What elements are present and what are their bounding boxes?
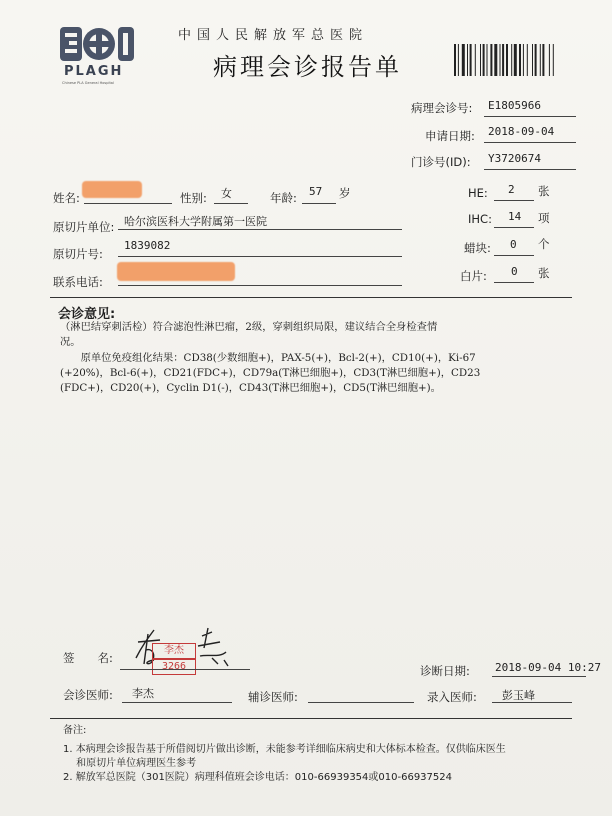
orig-no-value: 1839082 — [124, 239, 171, 252]
doctor-value: 李杰 — [132, 687, 154, 700]
opinion-line: (FDC+)，CD20(+)，Cyclin D1(-)，CD43(T淋巴细胞+)，CD5(T淋巴细胞+)。 — [60, 382, 441, 394]
redacted-name — [82, 181, 142, 198]
he-label: HE: — [468, 186, 488, 200]
apply-date-value: 2018-09-04 — [488, 125, 555, 138]
doctor-label: 会诊医师: — [63, 688, 113, 702]
wax-unit: 个 — [538, 237, 550, 251]
consult-no-value: E1805966 — [488, 99, 541, 112]
gender-label: 性别: — [180, 191, 207, 205]
diag-date-value: 2018-09-04 10:27 — [495, 661, 601, 674]
clinic-id-value: Y3720674 — [488, 152, 541, 165]
logo-name: PLAGH — [64, 64, 124, 79]
diag-date-label: 诊断日期: — [420, 664, 470, 678]
ihc-unit: 项 — [538, 211, 550, 225]
logo-subtitle: Chinese PLA General Hospital — [62, 81, 114, 85]
sign-label: 签 名: — [63, 651, 113, 665]
opinion-line: (+20%)，Bcl-6(+)，CD21(FDC+)，CD79a(T淋巴细胞+)，CD3(T淋巴细胞+)，CD23 — [60, 367, 481, 379]
note-line: 和原切片单位病理医生参考 — [63, 758, 197, 769]
blank-unit: 张 — [538, 266, 550, 280]
recorder-label: 录入医师: — [427, 690, 477, 704]
stamp-name: 李杰 — [152, 643, 196, 659]
page-title: 病理会诊报告单 — [213, 53, 402, 81]
phone-label: 联系电话: — [53, 275, 103, 289]
age-label: 年龄: — [270, 191, 297, 205]
opinion-heading: 会诊意见: — [58, 307, 116, 322]
consult-no-label: 病理会诊号: — [411, 101, 473, 115]
orig-unit-label: 原切片单位: — [53, 220, 115, 234]
assist-label: 辅诊医师: — [248, 690, 298, 704]
divider-bottom — [50, 718, 572, 719]
barcode — [454, 44, 582, 76]
opinion-line: 原单位免疫组化结果：CD38(少数细胞+)，PAX-5(+)，Bcl-2(+)，CD10(+)，Ki-67 — [60, 352, 476, 364]
he-unit: 张 — [538, 184, 550, 198]
gender-value: 女 — [221, 187, 232, 200]
note-line: 2. 解放军总医院（301医院）病理科值班会诊电话：010-66939354或010-66937524 — [63, 772, 452, 783]
ihc-label: IHC: — [468, 212, 492, 226]
clinic-id-label: 门诊号(ID): — [411, 155, 471, 169]
ihc-value: 14 — [508, 210, 522, 223]
note-line: 1. 本病理会诊报告基于所借阅切片做出诊断，未能参考详细临床病史和大体标本检查。仅供临床医生 — [63, 744, 506, 755]
wax-label: 蜡块: — [464, 241, 491, 255]
opinion-line: 况。 — [60, 336, 81, 348]
blank-value: 0 — [511, 265, 518, 278]
name-label: 姓名: — [53, 191, 80, 205]
divider-top — [50, 297, 572, 298]
stamp-number: 3266 — [152, 659, 196, 675]
orig-no-label: 原切片号: — [53, 247, 103, 261]
hospital-name: 中国人民解放军总医院 — [178, 28, 369, 43]
notes-heading: 备注: — [63, 725, 87, 736]
age-value: 57 — [309, 185, 323, 198]
redacted-phone — [117, 262, 235, 281]
he-value: 2 — [508, 183, 515, 196]
wax-value: 0 — [510, 238, 517, 251]
orig-unit-value: 哈尔滨医科大学附属第一医院 — [124, 215, 267, 228]
apply-date-label: 申请日期: — [425, 129, 475, 143]
age-unit: 岁 — [339, 186, 351, 200]
opinion-line: （淋巴结穿刺活检）符合滤泡性淋巴瘤，2级，穿刺组织局限，建议结合全身检查情 — [60, 321, 438, 333]
recorder-value: 彭玉峰 — [502, 689, 535, 702]
blank-label: 白片: — [460, 269, 487, 283]
